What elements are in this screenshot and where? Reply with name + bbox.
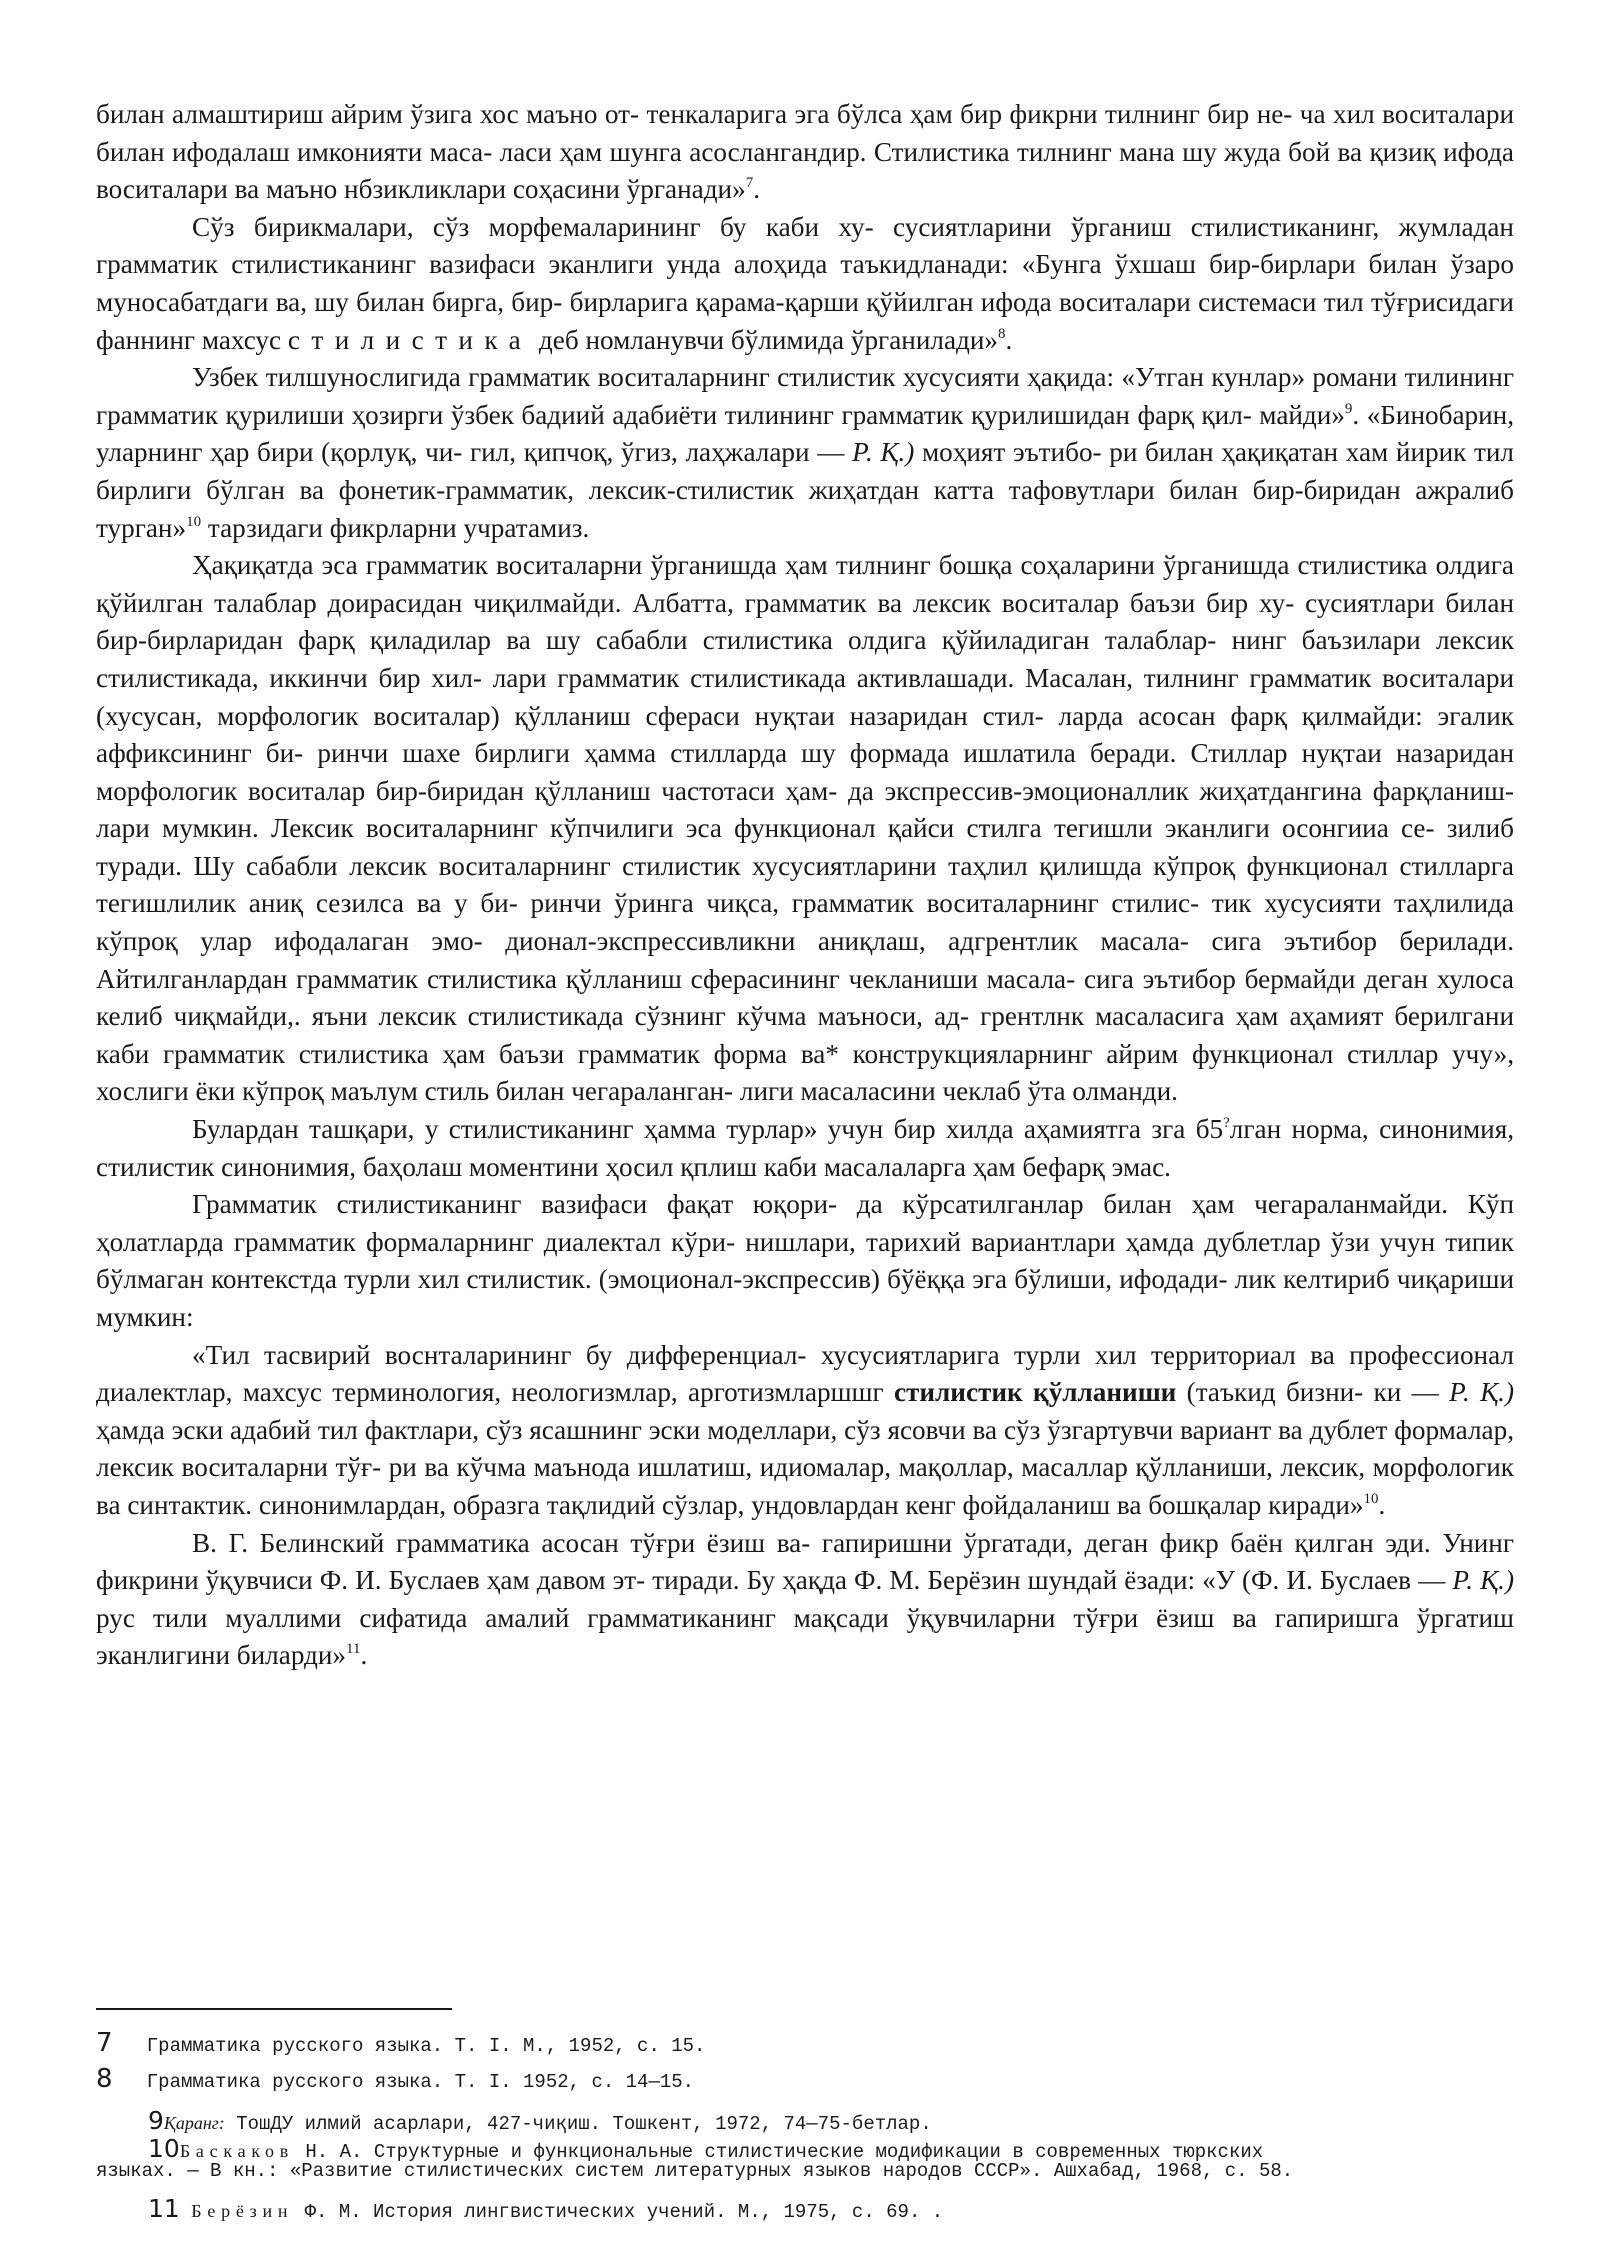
- footnote-ref[interactable]: 7: [745, 174, 754, 191]
- footnote-number: 8: [96, 2064, 113, 2094]
- paragraph-1: билан алмаштириш айрим ўзига хос маъно от- тенкаларига эга бўлса ҳам бир фикрни тилнинг бир не- ча хил воситалари билан ифодалаш имконияти маса- ласи ҳам шунга асослангандир. Стилистика тилнинг мана шу жуда бой ва қизиқ ифода воситалари ва маъно нбзикликлари соҳасини ўрганади»$^7$.: [96, 99, 1514, 205]
- footnote-8: 8 Грамматика русского языка. Т. I. 1952, с. 14—15.: [96, 2064, 695, 2094]
- footnote-11: 11 Берёзин Ф. М. История лингвистических учений. М., 1975, с. 69. .: [148, 2194, 944, 2223]
- author-name: Баскаков: [179, 2141, 294, 2161]
- document-body: [96, 96, 1514, 1675]
- footnote-ref: ?: [1223, 1114, 1230, 1131]
- paragraph-2: Сўз бирикмалари, сўз морфемаларининг бу каби ху- сусиятларини ўрганиш стилистиканинг, жумладан грамматик стилистиканинг вазифаси эканлиги унда алоҳида таъкидланади: «Бунга ўхшаш бир-бирлари билан ўзаро муносабатдаги ва, шу билан бирга, бир- бирларига қарама-қарши қўйилган ифода воситалари системаси тил тўғрисидаги фаннинг махсус стилистика деб номланувчи бўлимида ўрганилади»$^8$.: [96, 211, 1514, 355]
- footnote-9: 9Қаранг: ТошДУ илмий асарлари, 427-чиқиш. Тошкент, 1972, 74—75-бетлар.: [148, 2106, 932, 2135]
- footnote-number: 11: [148, 2194, 180, 2223]
- paragraph-7-quote: «Тил тасвирий воснталарининг бу дифференциал- хусусиятларига турли хил территориал ва профессионал диалектлар, махсус терминология, неологизмлар, арготизмларшшг стилистик қўлланиши (таъкид бизни- ки — Р. Қ.) ҳамда эски адабий тил фактлари, сўз ясашнинг эски моделлари, сўз ясовчи ва сўз ўзгартувчи вариант ва дублет формалар, лексик воситаларни тўғ- ри ва кўчма маънода ишлатиш, идиомалар, мақоллар, масаллар қўлланиши, лексик, морфологик ва синтактик. синонимлардан, образга тақлидий сўзлар, ундовлардан кенг фойдаланиш ва бошқалар киради»$^{10}$.: [96, 1339, 1515, 1520]
- paragraph-5: Булардан ташқари, у стилистиканинг ҳамма турлар» учун бир хилда аҳамиятга зга б5?лган норма, синонимия, стилистик синонимия, баҳолаш моментини ҳосил қплиш каби масалаларга ҳам бефарқ эмас.: [96, 1114, 1514, 1182]
- footnote-ref[interactable]: 9: [1344, 400, 1353, 417]
- footnote-ref[interactable]: 11: [346, 1641, 361, 1658]
- footnote-number: 10: [148, 2134, 180, 2163]
- author-name: Берёзин: [191, 2201, 294, 2221]
- paragraph-4: Ҳақиқатда эса грамматик воситаларни ўрганишда ҳам тилнинг бошқа соҳаларини ўрганишда стилистика олдига қўйилган талаблар доирасидан чиқилмайди. Албатта, грамматик ва лексик воситалар баъзи бир ху- сусиятлари билан бир-бирларидан фарқ қиладилар ва шу сабабли стилистика олдига қўйиладиган талаблар- нинг баъзилари лексик стилистикада, иккинчи бир хил- лари грамматик стилистикада активлашади. Масалан, тилнинг грамматик воситалари (хусусан, морфологик воситалар) қўлланиш сфераси нуқтаи назаридан стил- ларда асосан фарқ қилмайди: эгалик аффиксининг би- ринчи шахе бирлиги ҳамма стилларда шу формада ишлатила беради. Стиллар нуқтаи назаридан морфологик воситалар бир-биридан қўлланиш частотаси ҳам- да экспрессив-эмоционаллик жиҳатдангина фарқланиш- лари мумкин. Лексик воситаларнинг кўпчилиги эса функционал қайси стилга тегишли эканлиги осонгииа се- зилиб туради. Шу сабабли лексик воситаларнинг стилистик хусусиятларини таҳлил қилишда кўпроқ функционал стилларга тегишлилик аниқ сезилса ва у би- ринчи ўринга чиқса, грамматик воситаларнинг стилис- тик хусусияти таҳлилида кўпроқ улар ифодалаган эмо- дионал-экспрессивликни аниқлаш, адгрентлик масала- сига эътибор берилади. Айтилганлардан грамматик стилистика қўлланиш сферасининг чекланиши масала- сига эътибор бермайди деган хулоса келиб чиқмайди,. яъни лексик стилистикада сўзнинг кўчма маъноси, ад- грентлнк масаласига ҳам аҳамият берилгани каби грамматик стилистика ҳам баъзи грамматик форма ва* конструкцияларнинг айрим функционал стиллар учу», хослиги ёки кўпроқ маълум стиль билан чегараланган- лиги масаласини чеклаб ўта олманди.: [96, 550, 1514, 1107]
- footnote-ref[interactable]: 8: [998, 325, 1006, 342]
- footnote-7: 7 Грамматика русского языка. Т. I. М., 1952, с. 15.: [96, 2028, 706, 2058]
- spaced-term: стилистика: [287, 324, 533, 355]
- footnote-ref[interactable]: 10: [1363, 1490, 1379, 1507]
- paragraph-3: Узбек тилшунослигида грамматик воситаларнинг стилистик хусусияти ҳақида: «Утган кунлар» романи тилининг грамматик қурилиши ҳозирги ўзбек бадиий адабиёти тилининг грамматик қурилишидан фарқ қил- майди»$^9$. «Бинобарин, уларнинг ҳар бири (қорлуқ, чи- гил, қипчоқ, ўгиз, лаҳжалари — Р. Қ.) моҳият эътибо- ри билан ҳақиқатан хам йирик тил бирлиги бўлган ва фонетик-грамматик, лексик-стилистик жиҳатдан катта тафовутлари билан бир-биридан ажралиб турган»$^{10}$ тарзидаги фикрларни учратамиз.: [96, 362, 1515, 543]
- footnote-number: 9: [148, 2106, 164, 2135]
- footnote-divider: [96, 2008, 452, 2010]
- footnote-10-continued: языках. — В кн.: «Развитие стилистических систем литературных языков народов СССР». Ашхабад, 1968, с. 58.: [96, 2160, 1294, 2182]
- paragraph-8: В. Г. Белинский грамматика асосан тўғри ёзиш ва- гапиришни ўргатади, деган фикр баён қилган эди. Унинг фикрини ўқувчиси Ф. И. Буслаев ҳам давом эт- тиради. Бу ҳақда Ф. М. Берёзин шундай ёзади: «У (Ф. И. Буслаев — Р. Қ.) рус тили муаллими сифатида амалий грамматиканинг мақсади ўқувчиларни тўғри ёзиш ва гапиришга ўргатиш эканлигини биларди»$^{11}$.: [96, 1527, 1514, 1671]
- author-initials: Р. Қ.): [1449, 1377, 1515, 1408]
- emphasis-bold: стилистик қўлланиши: [893, 1377, 1177, 1408]
- author-initials: Р. Қ.): [852, 437, 915, 468]
- author-initials: Р. Қ.): [1452, 1565, 1514, 1596]
- footnote-number: 7: [96, 2028, 113, 2058]
- paragraph-6: Грамматик стилистиканинг вазифаси фақат юқори- да кўрсатилганлар билан ҳам чегараланмайди. Кўп ҳолатларда грамматик формаларнинг диалектал кўри- нишлари, тарихий вариантлари ҳамда дублетлар ўзи учун типик бўлмаган контекстда турли хил стилистик. (эмоционал-экспрессив) бўёққа эга бўлиши, ифодади- лик келтириб чиқариши мумкин:: [96, 1189, 1514, 1332]
- footnote-10: 10Баскаков Н. А. Структурные и функциональные стилистические модификации в современных тюркских: [148, 2134, 1264, 2163]
- footnote-ref[interactable]: 10: [186, 513, 202, 530]
